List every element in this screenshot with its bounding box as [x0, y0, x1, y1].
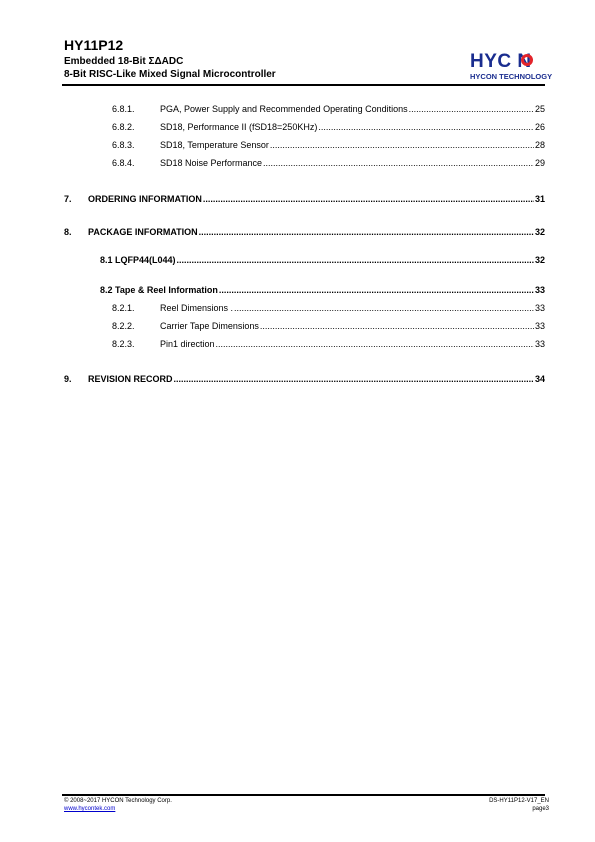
logo-ring-icon — [521, 54, 533, 66]
toc-entry-label: PACKAGE INFORMATION — [88, 227, 198, 237]
toc-leader-dots — [216, 339, 534, 349]
footer-divider — [62, 794, 545, 796]
toc-entry-number: 6.8.1. — [112, 104, 135, 114]
toc-leader-dots — [174, 374, 534, 384]
toc-entry-number: 6.8.2. — [112, 122, 135, 132]
footer-page-number: page3 — [532, 806, 549, 812]
toc-entry-label: 8.2 Tape & Reel Information — [100, 285, 218, 295]
toc-entry[interactable] — [112, 339, 545, 349]
toc-section-entry[interactable] — [100, 285, 545, 295]
toc-entry[interactable] — [112, 122, 545, 132]
toc-chapter-entry[interactable] — [64, 194, 545, 204]
toc-leader-dots — [203, 194, 534, 204]
toc-entry-number: 7. — [64, 194, 72, 204]
toc-leader-dots — [219, 285, 534, 295]
footer-copyright: © 2008~2017 HYCON Technology Corp. — [64, 798, 172, 804]
toc-entry[interactable] — [112, 303, 545, 313]
document-title: HY11P12 — [64, 37, 124, 53]
toc-entry-number: 6.8.4. — [112, 158, 135, 168]
toc-entry-page: 33 — [534, 321, 545, 331]
toc-leader-dots — [260, 321, 534, 331]
toc-entry-page: 26 — [534, 122, 545, 132]
toc-entry-page: 32 — [534, 255, 545, 265]
logo-wordmark: HYC N — [470, 51, 532, 72]
toc-entry-label: 8.1 LQFP44(L044) — [100, 255, 176, 265]
logo-subtitle: HYCON TECHNOLOGY — [470, 72, 553, 81]
toc-entry-number: 8.2.2. — [112, 321, 135, 331]
toc-entry-page: 29 — [534, 158, 545, 168]
toc-entry-number: 8. — [64, 227, 72, 237]
toc-leader-dots — [263, 158, 534, 168]
toc-entry-page: 28 — [534, 140, 545, 150]
toc-leader-dots — [318, 122, 534, 132]
toc-entry-label: REVISION RECORD — [88, 374, 173, 384]
toc-entry[interactable] — [112, 158, 545, 168]
toc-leader-dots — [234, 303, 534, 313]
toc-entry-label: SD18, Temperature Sensor — [160, 140, 269, 150]
toc-entry-number: 9. — [64, 374, 72, 384]
toc-entry[interactable] — [112, 104, 545, 114]
toc-entry-page: 32 — [534, 227, 545, 237]
toc-entry[interactable] — [112, 140, 545, 150]
toc-entry-label: Reel Dimensions . — [160, 303, 234, 313]
toc-chapter-entry[interactable] — [64, 227, 545, 237]
toc-leader-dots — [270, 140, 534, 150]
toc-entry-label: PGA, Power Supply and Recommended Operating Conditions — [160, 104, 408, 114]
toc-entry-label: SD18 Noise Performance — [160, 158, 263, 168]
toc-leader-dots — [409, 104, 534, 114]
toc-entry-page: 34 — [534, 374, 545, 384]
toc-entry-page: 25 — [534, 104, 545, 114]
toc-entry-page: 33 — [534, 285, 545, 295]
toc-entry-label: Carrier Tape Dimensions — [160, 321, 259, 331]
toc-entry[interactable] — [112, 321, 545, 331]
toc-leader-dots — [177, 255, 534, 265]
footer-website-link[interactable]: www.hycontek.com — [64, 806, 116, 812]
toc-entry-label: SD18, Performance II (fSD18=250KHz) — [160, 122, 318, 132]
toc-entry-number: 8.2.1. — [112, 303, 135, 313]
toc-entry-label: ORDERING INFORMATION — [88, 194, 202, 204]
toc-chapter-entry[interactable] — [64, 374, 545, 384]
document-subtitle-1: Embedded 18-Bit ΣΔADC — [64, 56, 184, 67]
toc-entry-page: 33 — [534, 303, 545, 313]
hycon-logo — [470, 51, 552, 85]
toc-entry-page: 33 — [534, 339, 545, 349]
toc-entry-label: Pin1 direction — [160, 339, 215, 349]
toc-section-entry[interactable] — [100, 255, 545, 265]
header-divider — [62, 84, 545, 86]
toc-entry-number: 6.8.3. — [112, 140, 135, 150]
toc-entry-page: 31 — [534, 194, 545, 204]
toc-entry-number: 8.2.3. — [112, 339, 135, 349]
toc-leader-dots — [199, 227, 534, 237]
footer-document-id: DS-HY11P12-V17_EN — [489, 798, 549, 804]
document-subtitle-2: 8-Bit RISC-Like Mixed Signal Microcontroller — [64, 69, 276, 80]
